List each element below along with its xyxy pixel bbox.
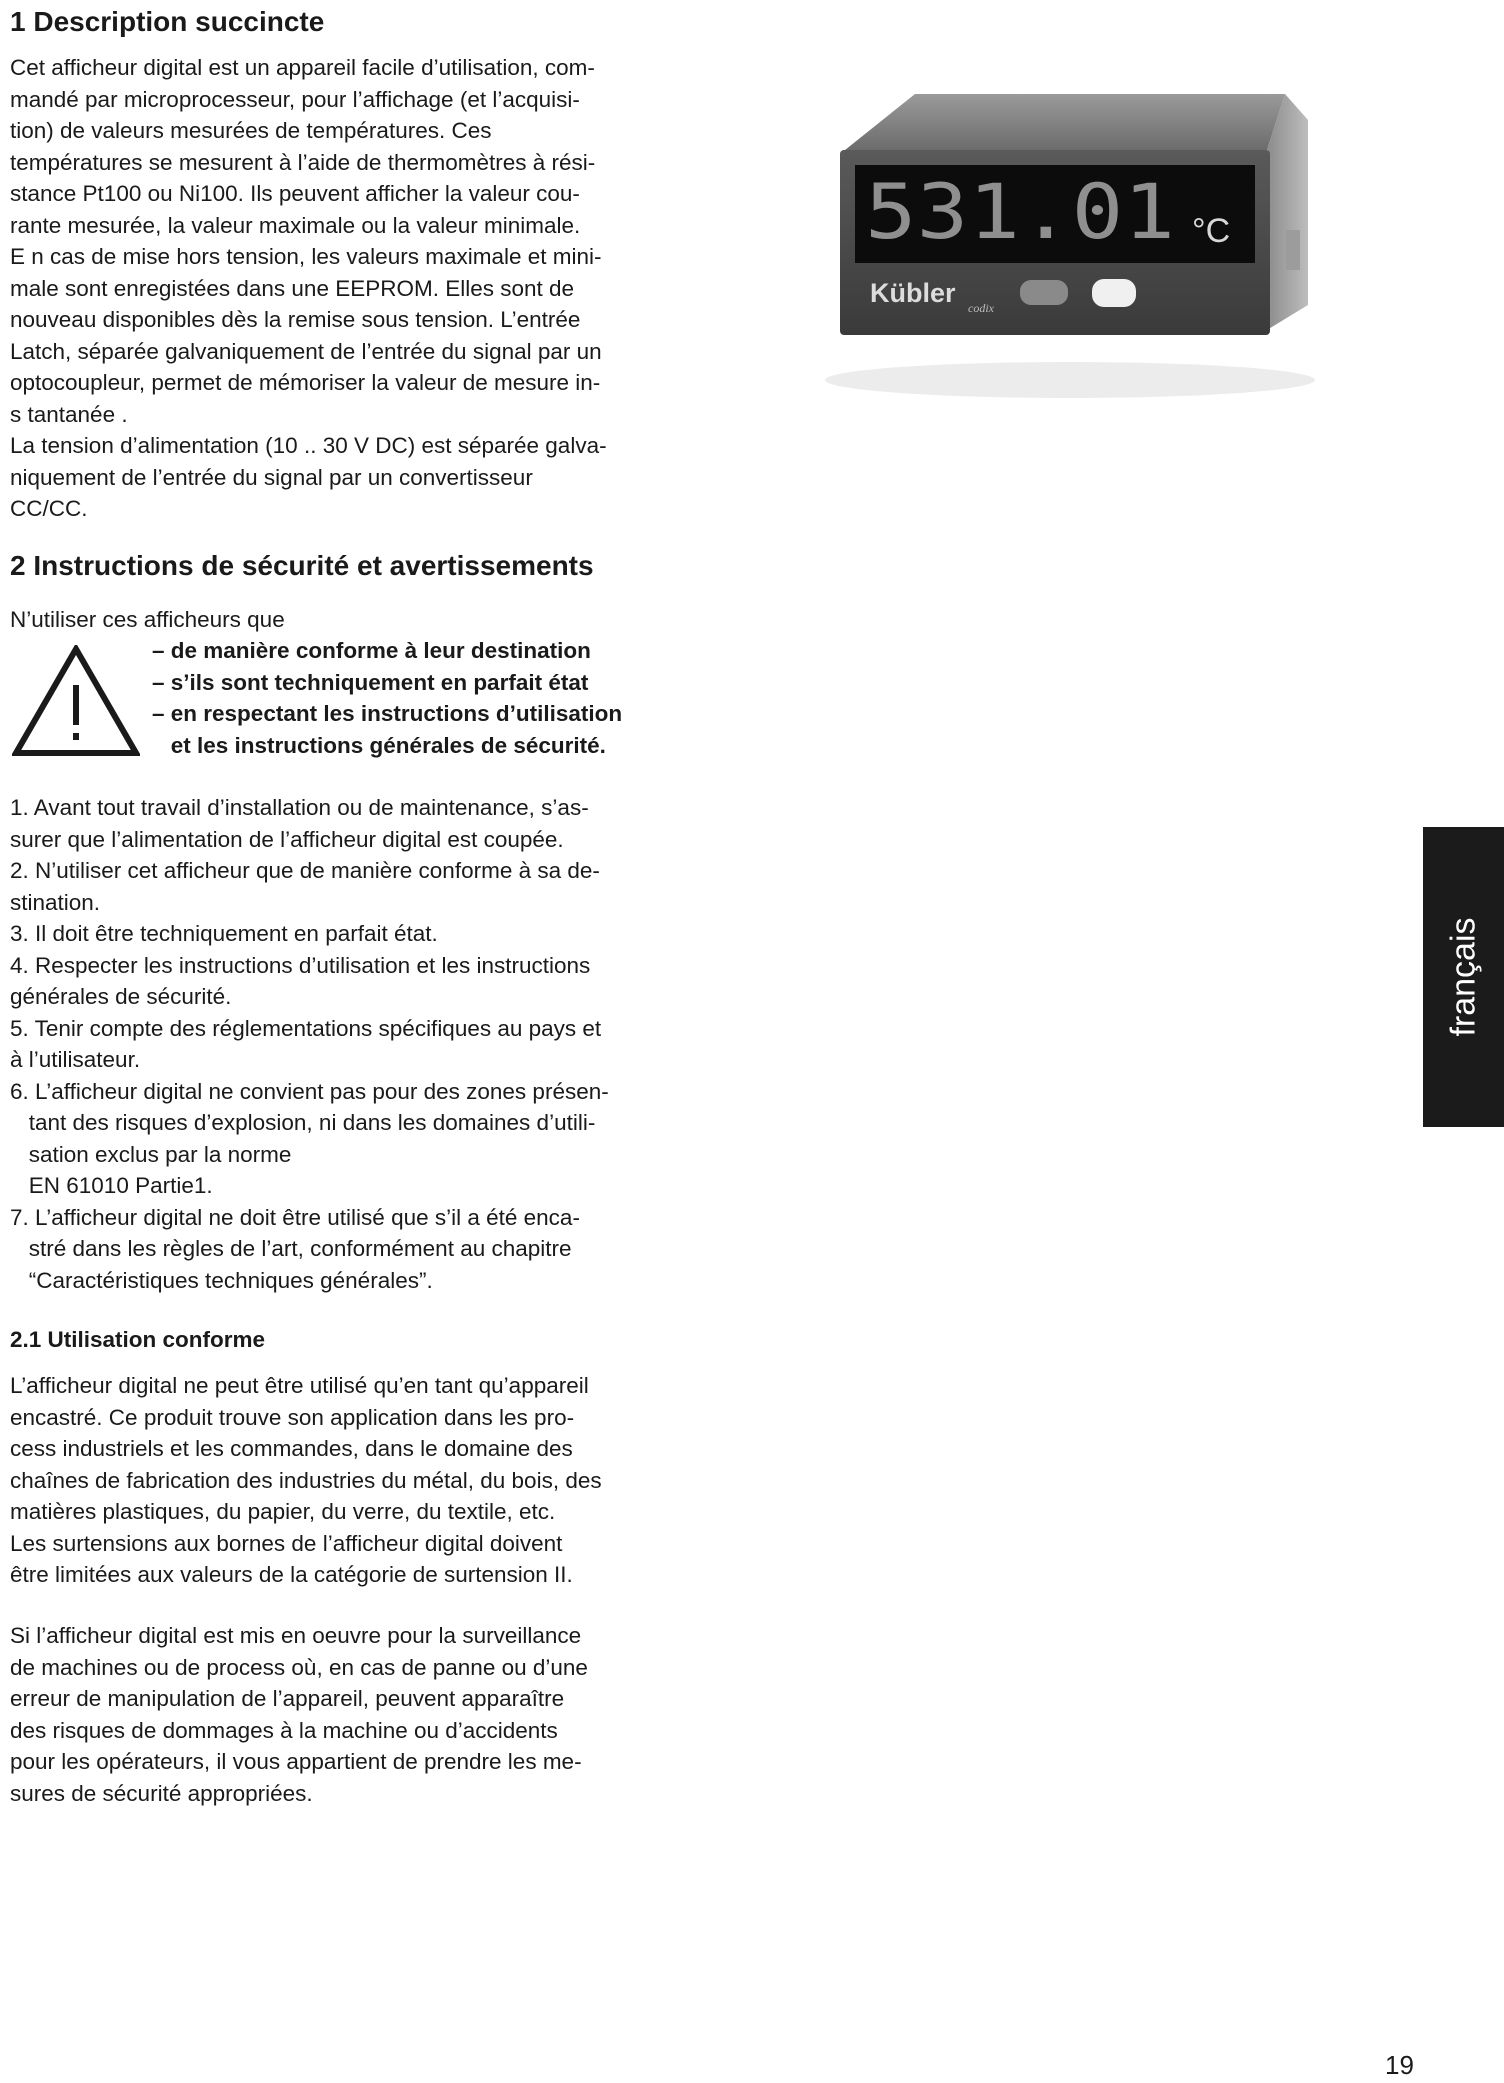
list-line: “Caractéristiques techniques générales”. [10, 1267, 433, 1293]
text-line: Si l’afficheur digital est mis en oeuvre pour la surveillance [10, 1623, 582, 1648]
warning-line: – s’ils sont techniquement en parfait état [152, 669, 589, 695]
subsection-title: 2.1 Utilisation conforme [10, 1327, 266, 1352]
list-line: 4. Respecter les instructions d’utilisation et les instructions [10, 952, 591, 978]
list-line: 2. N’utiliser cet afficheur que de manière conforme à sa de- [10, 858, 600, 883]
section-body [10, 52, 607, 525]
list-line: à l’utilisateur. [10, 1047, 141, 1072]
list-line: 3. Il doit être techniquement en parfait état. [10, 921, 438, 946]
list-line: surer que l’alimentation de l’afficheur digital est coupée. [10, 826, 564, 852]
paragraph [10, 1620, 588, 1809]
text-line: Les surtensions aux bornes de l’afficheur digital doivent [10, 1530, 563, 1556]
list-line: EN 61010 Partie1. [10, 1173, 213, 1198]
text-line: niquement de l’entrée du signal par un convertisseur [10, 464, 533, 490]
list-line: stination. [10, 889, 101, 915]
numbered-list [10, 792, 609, 1296]
text-line: N’utiliser ces afficheurs que [10, 607, 285, 632]
text-line: male sont enregistées dans une EEPROM. Elles sont de [10, 275, 575, 301]
text-line: de machines ou de process où, en cas de panne ou d’une [10, 1654, 588, 1680]
warning-list [152, 635, 622, 761]
text-line: des risques de dommages à la machine ou d’accidents [10, 1717, 558, 1743]
device-button-left [1020, 280, 1068, 305]
text-line: encastré. Ce produit trouve son application dans les pro- [10, 1404, 575, 1430]
list-line: 1. Avant tout travail d’installation ou de maintenance, s’as- [10, 795, 589, 820]
text-line: CC/CC. [10, 496, 88, 521]
text-line: mandé par microprocesseur, pour l’affichage (et l’acquisi- [10, 86, 580, 112]
list-line: 5. Tenir compte des réglementations spécifiques au pays et [10, 1015, 602, 1041]
text-line: E n cas de mise hors tension, les valeurs maximale et mini- [10, 244, 602, 269]
text-line: pour les opérateurs, il vous appartient de prendre les me- [10, 1749, 582, 1774]
list-line: 6. L’afficheur digital ne convient pas pour des zones présen- [10, 1078, 609, 1104]
list-line: tant des risques d’explosion, ni dans les domaines d’utili- [10, 1110, 596, 1135]
text-line: stance Pt100 ou Ni100. Ils peuvent afficher la valeur cou- [10, 181, 580, 206]
text-line: s tantanée . [10, 401, 128, 427]
text-line: sures de sécurité appropriées. [10, 1780, 313, 1806]
warning-line: – en respectant les instructions d’utilisation [152, 701, 623, 726]
text-line: La tension d’alimentation (10 .. 30 V DC) est séparée galva- [10, 433, 607, 458]
display-readout: 531.01 [865, 167, 1175, 256]
warning-icon [12, 645, 140, 757]
warning-line: et les instructions générales de sécurité. [152, 732, 606, 758]
text-line: rante mesurée, la valeur maximale ou la valeur minimale. [10, 212, 581, 238]
text-line: températures se mesurent à l’aide de thermomètres à rési- [10, 149, 596, 175]
page-number: 19 [1385, 2050, 1414, 2080]
paragraph [10, 1370, 602, 1591]
list-line: stré dans les règles de l’art, conformément au chapitre [10, 1236, 572, 1261]
brand-logo: Kübler [870, 278, 956, 308]
device-button-right [1092, 279, 1136, 307]
warning-line: – de manière conforme à leur destination [152, 638, 591, 663]
model-logo: codix [968, 301, 994, 315]
section-title: 1 Description succincte [10, 6, 325, 37]
text-line: erreur de manipulation de l’appareil, peuvent apparaître [10, 1686, 565, 1711]
device-image [820, 80, 1320, 410]
section-intro [10, 604, 285, 636]
text-line: Latch, séparée galvaniquement de l’entrée du signal par un [10, 338, 602, 364]
text-line: tion) de valeurs mesurées de températures. Ces [10, 118, 492, 143]
list-line: générales de sécurité. [10, 984, 232, 1009]
list-line: sation exclus par la norme [10, 1141, 292, 1167]
text-line: cess industriels et les commandes, dans le domaine des [10, 1436, 573, 1461]
section-title: 2 Instructions de sécurité et avertissements [10, 550, 594, 581]
language-label: français [1444, 917, 1482, 1037]
list-line: 7. L’afficheur digital ne doit être utilisé que s’il a été enca- [10, 1204, 580, 1230]
text-line: matières plastiques, du papier, du verre, du textile, etc. [10, 1499, 556, 1524]
text-line: être limitées aux valeurs de la catégorie de surtension II. [10, 1562, 573, 1587]
text-line: nouveau disponibles dès la remise sous tension. L’entrée [10, 307, 581, 332]
language-tab [1423, 827, 1504, 1127]
text-line: L’afficheur digital ne peut être utilisé qu’en tant qu’appareil [10, 1373, 589, 1398]
text-line: optocoupleur, permet de mémoriser la valeur de mesure in- [10, 370, 601, 395]
text-line: chaînes de fabrication des industries du métal, du bois, des [10, 1467, 602, 1493]
text-line: Cet afficheur digital est un appareil facile d’utilisation, com- [10, 55, 595, 80]
display-unit: °C [1192, 212, 1231, 250]
